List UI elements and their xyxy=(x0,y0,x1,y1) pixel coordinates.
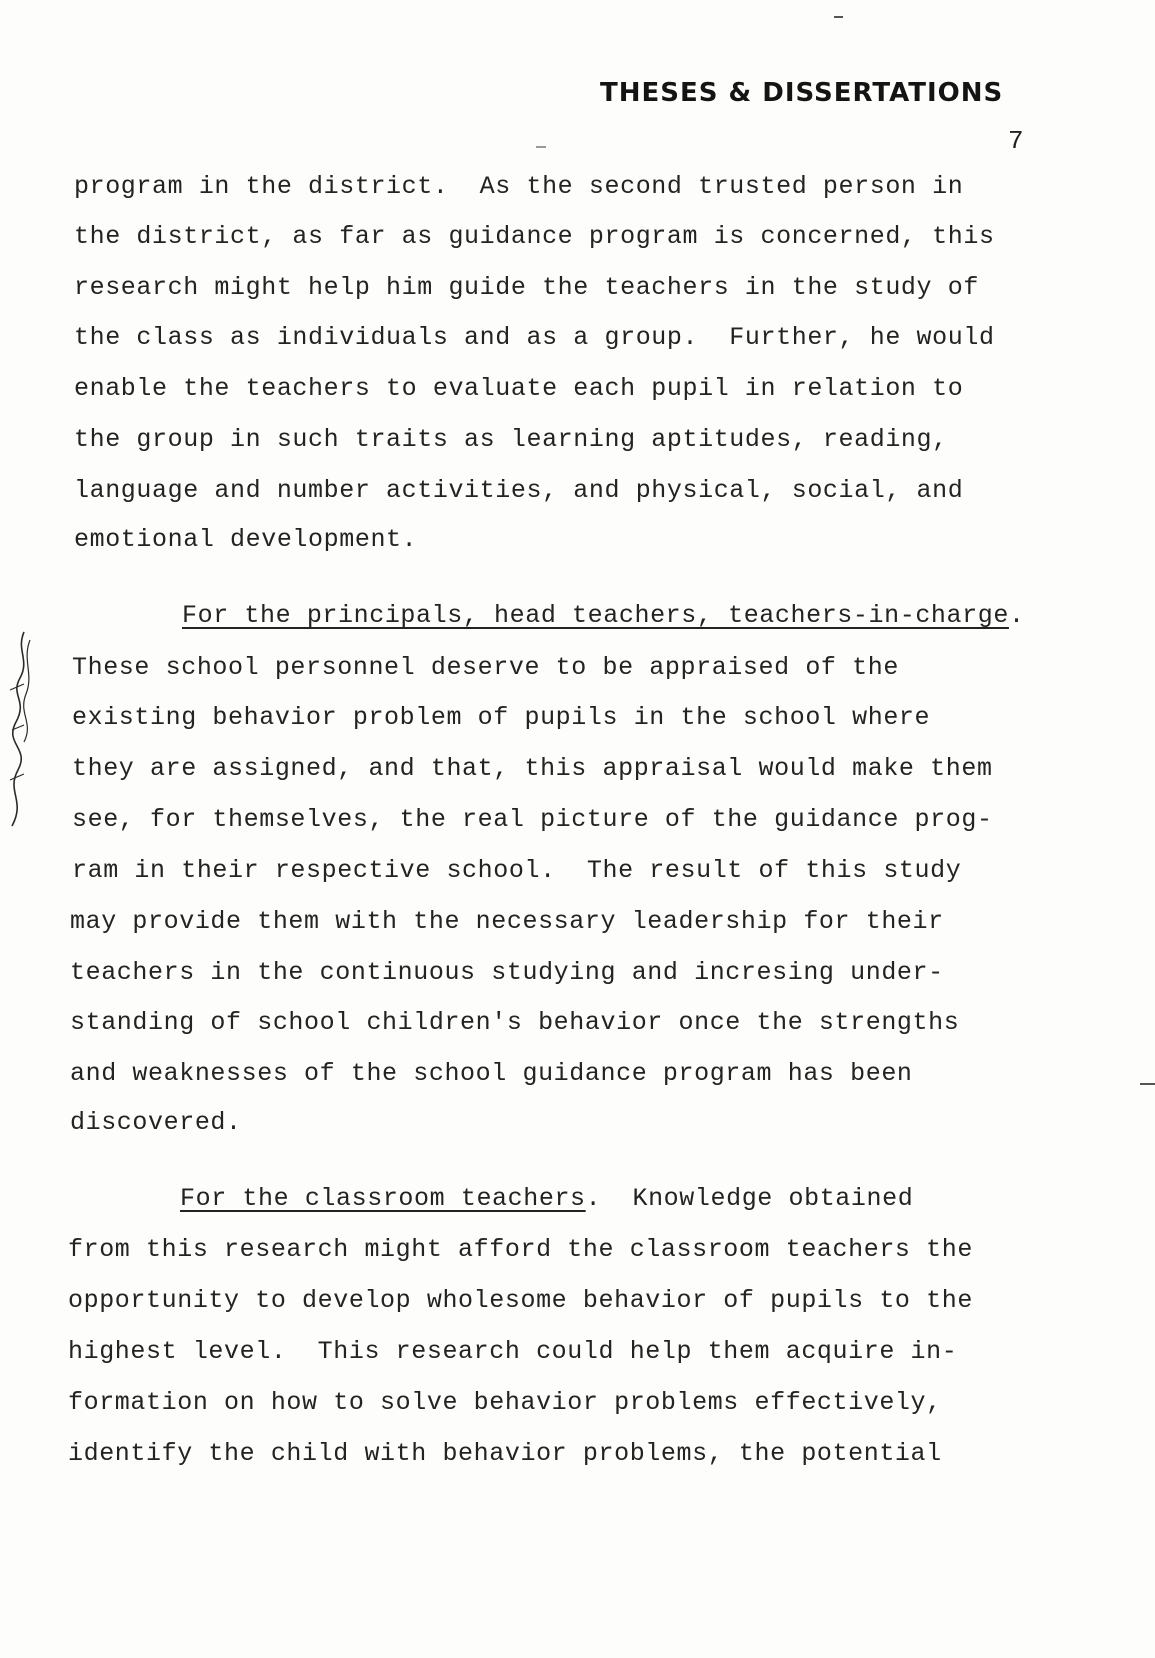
paragraph-2-line-4: see, for themselves, the real picture of the guidance prog- xyxy=(72,805,993,834)
paragraph-2-heading: For the principals, head teachers, teachers-in-charge xyxy=(182,601,1009,630)
paragraph-3-heading-line xyxy=(180,1184,913,1213)
paragraph-2-heading-line xyxy=(182,601,1025,630)
paragraph-3-heading: For the classroom teachers xyxy=(180,1184,586,1213)
page-number: 7 xyxy=(1008,126,1024,156)
paragraph-1-line-4: the class as individuals and as a group. Further, he would xyxy=(74,323,995,352)
paragraph-2-line-1: These school personnel deserve to be appraised of the xyxy=(72,653,899,682)
paragraph-2-line-2: existing behavior problem of pupils in the school where xyxy=(72,703,931,732)
scan-speck xyxy=(834,16,843,18)
paragraph-1-line-7: language and number activities, and physical, social, and xyxy=(74,476,964,505)
theses-dissertations-stamp: THESES & DISSERTATIONS xyxy=(600,78,1004,108)
paragraph-1-line-6: the group in such traits as learning aptitudes, reading, xyxy=(74,425,948,454)
scan-speck xyxy=(1140,1083,1155,1085)
paragraph-1-line-2: the district, as far as guidance program is concerned, this xyxy=(74,222,995,251)
scan-speck xyxy=(536,146,546,148)
paragraph-2-line-8: standing of school children's behavior once the strengths xyxy=(70,1008,960,1037)
paragraph-3-line-4: formation on how to solve behavior problems effectively, xyxy=(68,1388,942,1417)
paragraph-2-line-10: discovered. xyxy=(70,1108,242,1137)
paragraph-1-line-5: enable the teachers to evaluate each pupil in relation to xyxy=(74,374,964,403)
paragraph-3-line-5: identify the child with behavior problems, the potential xyxy=(68,1439,942,1468)
paragraph-2-heading-tail: . xyxy=(1008,601,1025,630)
paragraph-2-line-9: and weaknesses of the school guidance program has been xyxy=(70,1059,913,1088)
paragraph-1-line-3: research might help him guide the teachers in the study of xyxy=(74,273,979,302)
paragraph-2-line-6: may provide them with the necessary leadership for their xyxy=(70,907,944,936)
paragraph-3-line-2: opportunity to develop wholesome behavior of pupils to the xyxy=(68,1286,973,1315)
paragraph-2-line-5: ram in their respective school. The result of this study xyxy=(72,856,962,885)
paragraph-1-line-8: emotional development. xyxy=(74,525,418,554)
handwritten-margin-mark xyxy=(4,630,38,830)
paragraph-2-line-7: teachers in the continuous studying and incresing under- xyxy=(70,958,944,987)
paragraph-3-line-1: from this research might afford the classroom teachers the xyxy=(68,1235,973,1264)
paragraph-3-heading-tail: . Knowledge obtained xyxy=(585,1184,914,1213)
paragraph-3-line-3: highest level. This research could help them acquire in- xyxy=(68,1337,958,1366)
paragraph-1-line-1: program in the district. As the second trusted person in xyxy=(74,172,964,201)
paragraph-2-line-3: they are assigned, and that, this appraisal would make them xyxy=(72,754,993,783)
